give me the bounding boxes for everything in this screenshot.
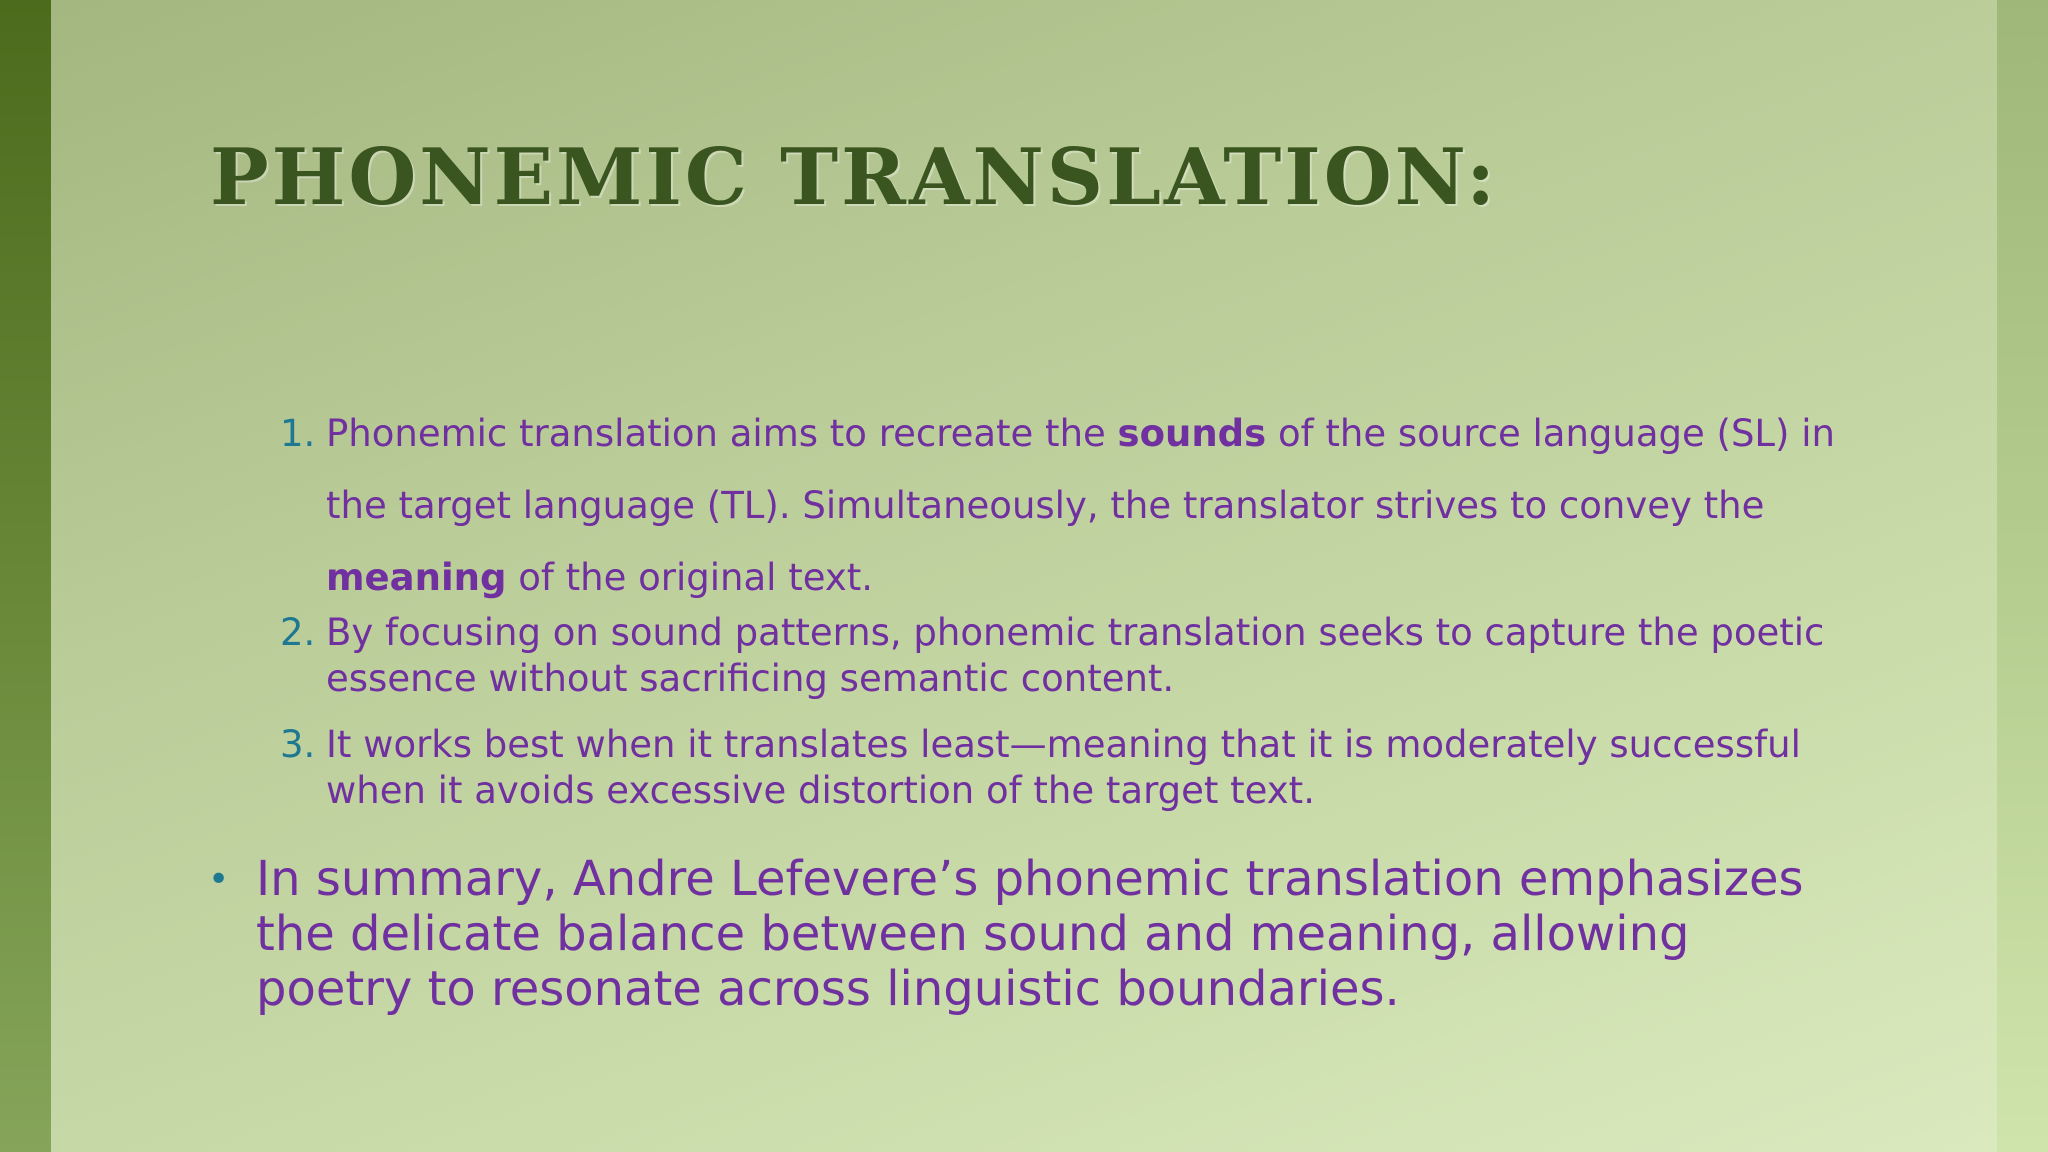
summary-bullet-item <box>208 852 1808 1017</box>
list-number: 1. <box>280 412 316 455</box>
list-item-text: By focusing on sound patterns, phonemic translation seeks to capture the poetic essence without sacrificing semantic content. <box>326 611 1825 700</box>
emphasis-meaning: meaning <box>326 556 507 599</box>
list-number: 2. <box>280 611 316 654</box>
list-item <box>280 398 1860 614</box>
left-accent-bar <box>0 0 51 1152</box>
list-item-text: of the source language (SL) in the target language (TL). Simultaneously, the translator strives to convey the <box>326 412 1835 527</box>
emphasis-sounds: sounds <box>1117 412 1267 455</box>
numbered-list <box>280 398 1860 814</box>
summary-text: In summary, Andre Lefevere’s phonemic translation emphasizes the delicate balance between sound and meaning, allowing poetry to resonate across linguistic boundaries. <box>256 851 1804 1017</box>
list-item-text: of the original text. <box>506 556 873 599</box>
list-item-text: Phonemic translation aims to recreate the <box>326 412 1118 455</box>
list-item <box>280 610 1860 702</box>
list-item-text: It works best when it translates least—meaning that it is moderately successful when it avoids excessive distortion of the target text. <box>326 723 1801 812</box>
bullet-icon: • <box>208 859 230 900</box>
right-accent-bar <box>1997 0 2048 1152</box>
slide-title: PHONEMIC TRANSLATION: <box>210 132 1498 223</box>
list-item <box>280 722 1860 814</box>
list-number: 3. <box>280 723 316 766</box>
